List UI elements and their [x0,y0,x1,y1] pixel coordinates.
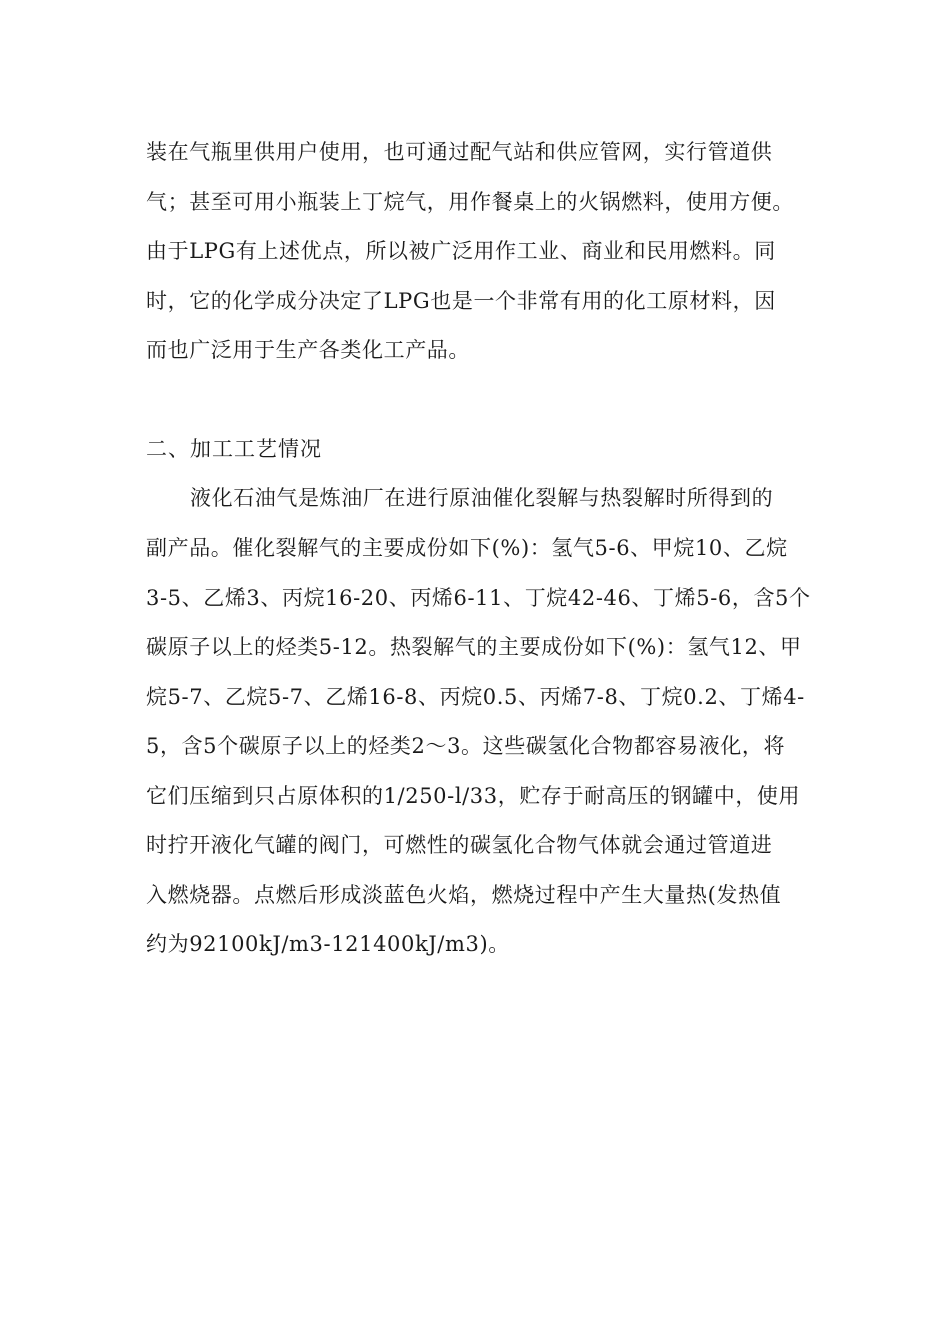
paragraph-line: 时拧开液化气罐的阀门，可燃性的碳氢化合物气体就会通过管道进 [146,833,773,857]
paragraph-line: 5，含5个碳原子以上的烃类2～3。这些碳氢化合物都容易液化，将 [146,734,786,758]
section-heading: 二、加工工艺情况 [146,437,322,461]
paragraph-line: 碳原子以上的烃类5-12。热裂解气的主要成份如下(%)：氢气12、甲 [146,635,802,659]
paragraph-line: 3-5、乙烯3、丙烷16-20、丙烯6-11、丁烷42-46、丁烯5-6，含5个 [146,586,811,610]
paragraph-line: 约为92100kJ/m3-121400kJ/m3)。 [146,932,510,956]
paragraph-line: 而也广泛用于生产各类化工产品。 [146,338,470,362]
paragraph-line: 时，它的化学成分决定了LPG也是一个非常有用的化工原材料，因 [146,289,776,313]
paragraph-line: 由于LPG有上述优点，所以被广泛用作工业、商业和民用燃料。同 [146,239,776,263]
paragraph-line: 它们压缩到只占原体积的1/250-l/33，贮存于耐高压的钢罐中，使用 [146,784,801,808]
paragraph-line: 气；甚至可用小瓶装上丁烷气，用作餐桌上的火锅燃料，使用方便。 [146,190,794,214]
paragraph-line: 装在气瓶里供用户使用，也可通过配气站和供应管网，实行管道供 [146,140,773,164]
paragraph-line: 副产品。催化裂解气的主要成份如下(%)：氢气5-6、甲烷10、乙烷 [146,536,788,560]
paragraph-line: 入燃烧器。点燃后形成淡蓝色火焰，燃烧过程中产生大量热(发热值 [146,883,782,907]
paragraph-line: 液化石油气是炼油厂在进行原油催化裂解与热裂解时所得到的 [190,486,774,510]
paragraph-line: 烷5-7、乙烷5-7、乙烯16-8、丙烷0.5、丙烯7-8、丁烷0.2、丁烯4- [146,685,805,709]
